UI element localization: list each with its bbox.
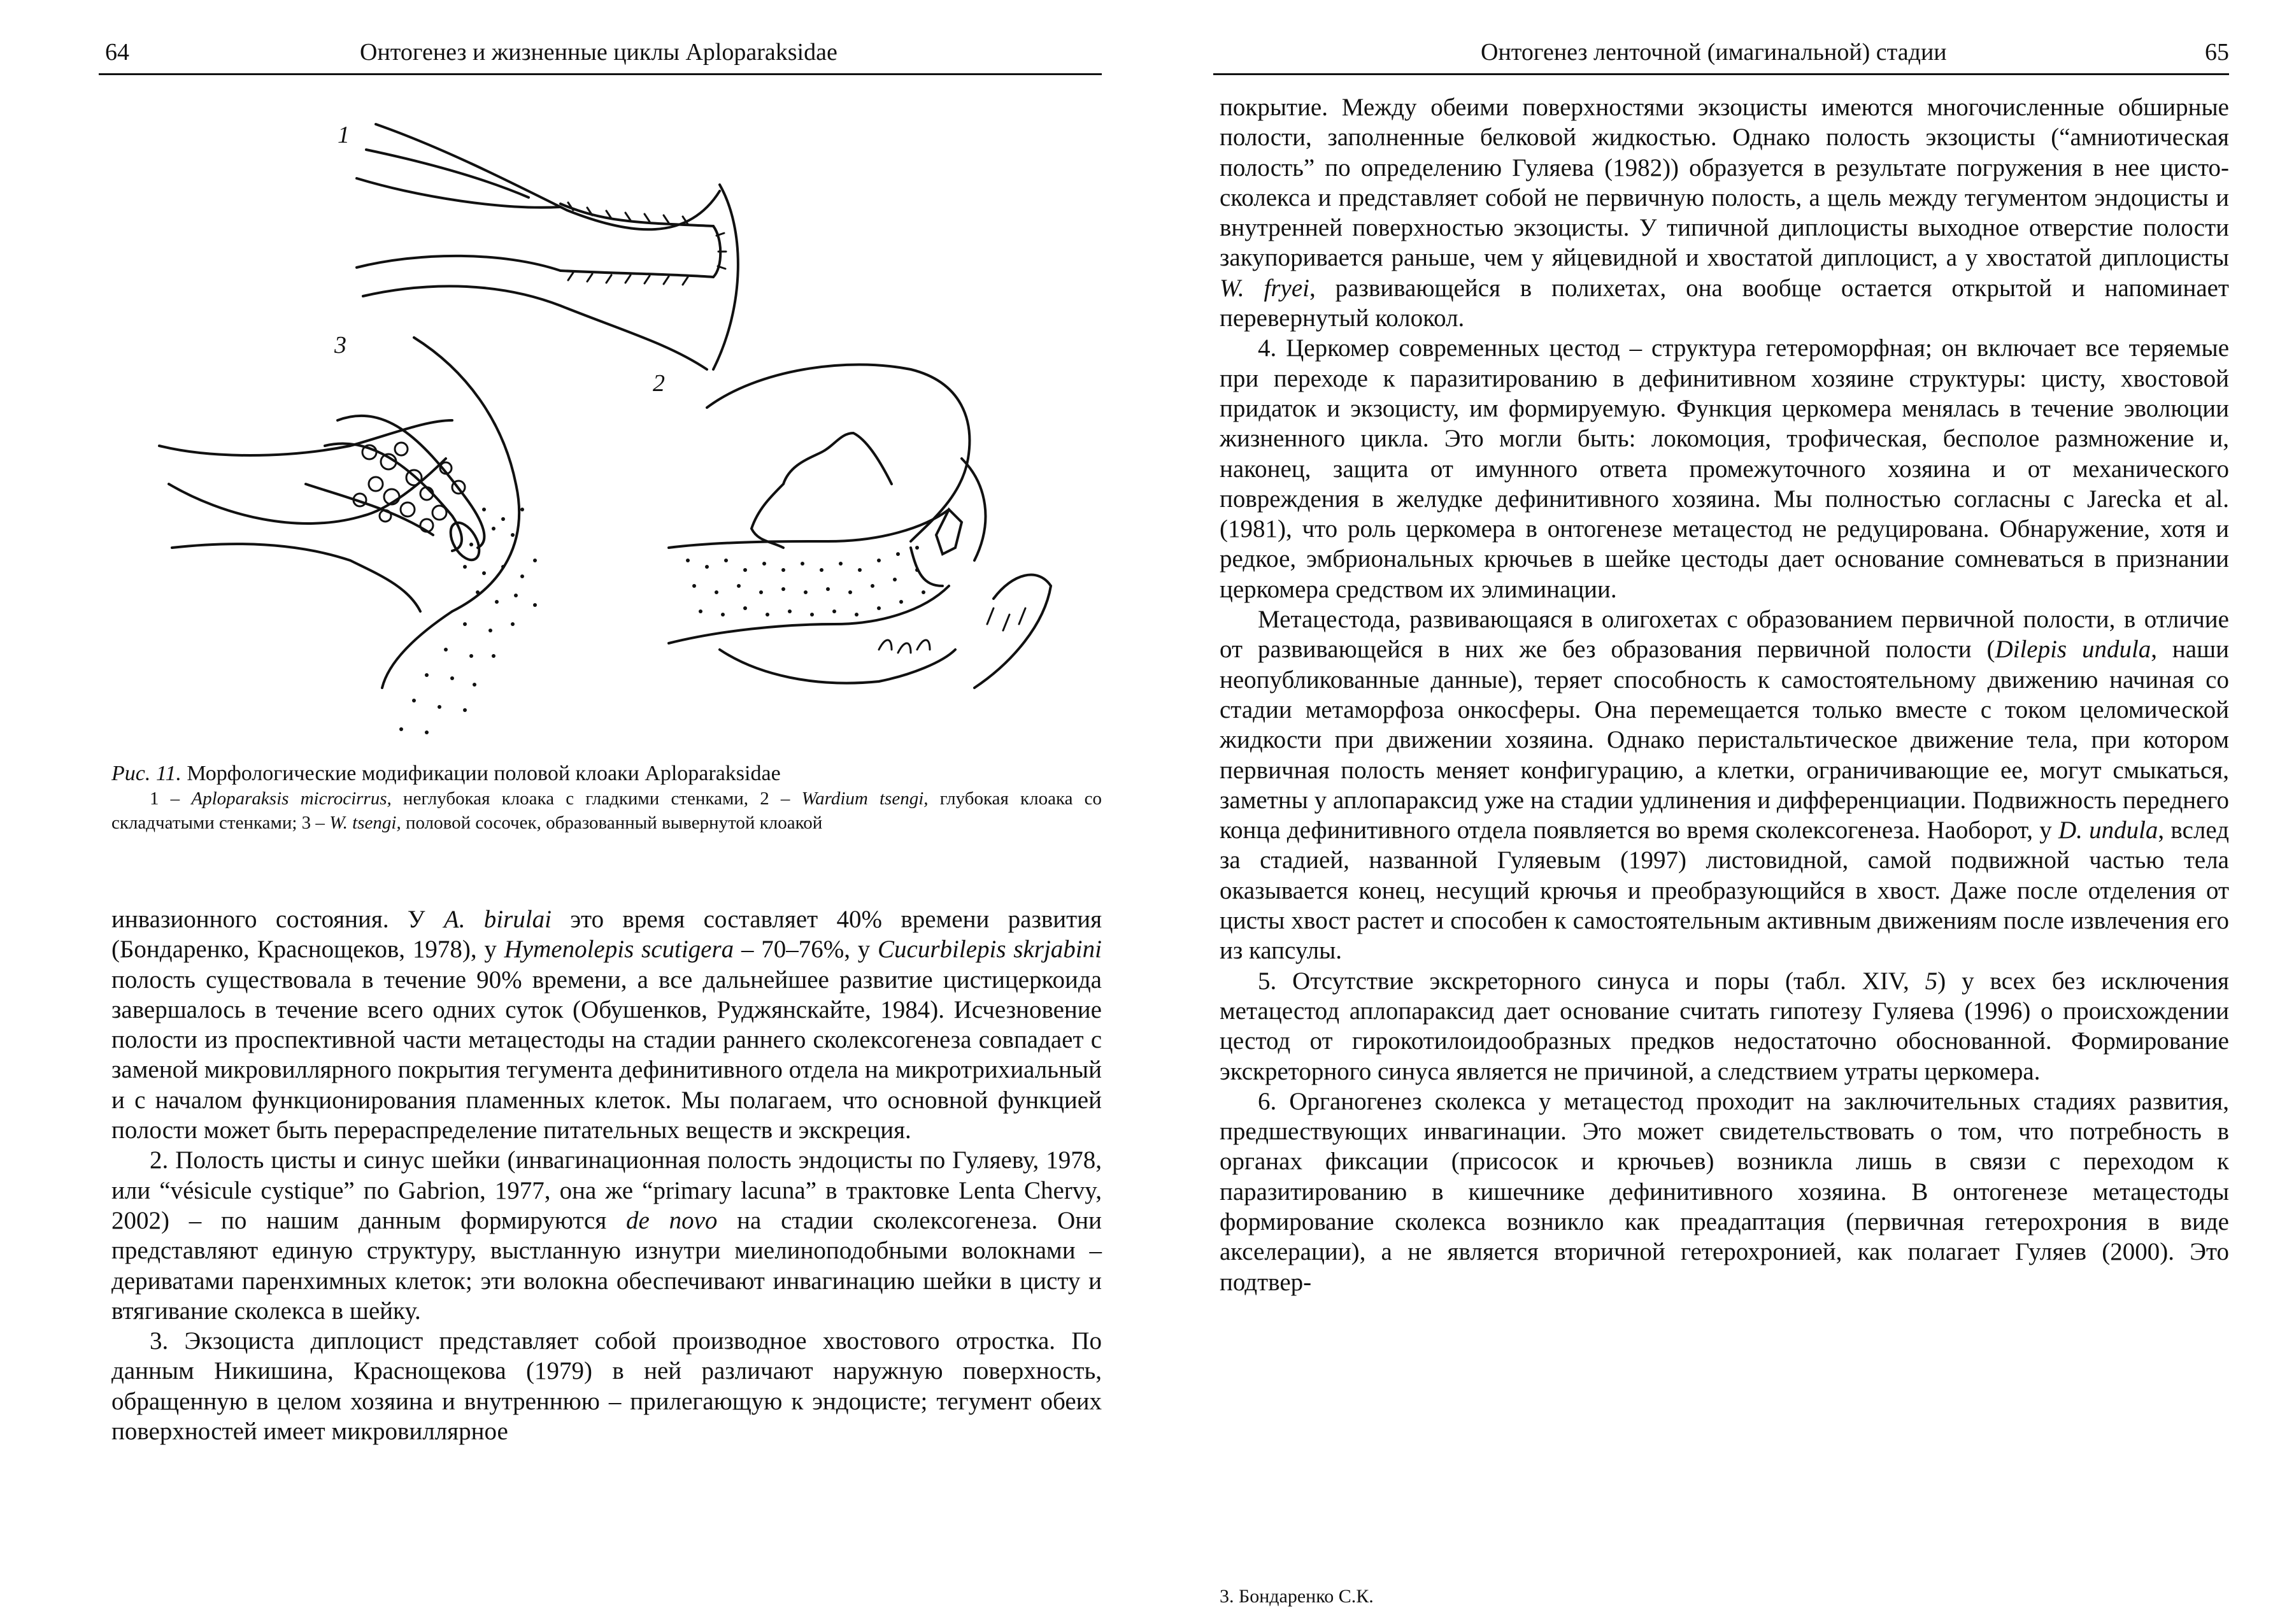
signature-footnote: 3. Бондаренко С.К.: [1220, 1586, 1374, 1607]
left-page-number: 64: [105, 39, 129, 66]
figure-caption: [111, 761, 1102, 835]
right-page-number: 65: [2205, 39, 2229, 66]
caption-species-3: W. tsengi,: [329, 813, 401, 833]
caption-t2: глубокая клоака со складчатыми стенками; 3 –: [111, 788, 1102, 833]
left-header-rule: [99, 73, 1102, 75]
left-paragraph-1: инвазионного состояния. У A. birulai это время составляет 40% времени развития (Бондаренко, Краснощеков, 1978), у Hymenolepis scutigera – 70–76%, у Cucurbilepis skrjabini полость существовала в течение 90% времени, а все дальнейшее развитие цистицеркоида завершалось в течение всего одних суток (Обушенков, Руджянскайте, 1984). Исчезновение полости из проспективной части метацестоды на стадии раннего сколексогенеза совпадает с заменой микровиллярного покрытия тегумента дефинитивного отдела на микротрихиальный и с началом функционирования пламенных клеток. Мы полагаем, что основной функцией полости может быть перераспределение питательных веществ и экскреция.: [111, 906, 1102, 1144]
caption-t3: половой сосочек, образованный вывернутой клоакой: [405, 813, 823, 833]
figure-drawing: [146, 102, 1076, 751]
caption-species-2: Wardium tsengi,: [801, 788, 929, 809]
caption-title: [111, 761, 1102, 787]
caption-t1: неглубокая клоака с гладкими стенками, 2 –: [403, 788, 790, 809]
drawing-3-cells: [353, 443, 465, 532]
left-paragraph-2: 2. Полость цисты и синус шейки (инвагинационная полость эндоцисты по Гуляеву, 1978, или “vésicule cystique” по Gabrion, 1977, она же “primary lacuna” в трактовке Lenta Chervy, 2002) – по нашим данным формируются de novo на стадии сколексогенеза. Они представляют единую структуру, выстланную изнутри миелиноподобными волокнами – дериватами паренхимных клеток; эти волокна обеспечивают инвагинацию шейки в цисту и втягивание сколекса в шейку.: [111, 1146, 1102, 1325]
right-paragraph-4: 5. Отсутствие экскреторного синуса и поры (табл. XIV, 5) у всех без исключения метацестод аплопараксид дает основание считать гипотезу Гуляева (1996) о происхождении цестод от гирокотилоидообразных предков недостаточно обоснованной. Формирование экскреторного синуса является не причиной, а следствием утраты церкомера.: [1220, 967, 2229, 1085]
left-running-header: [99, 33, 1102, 71]
caption-species-1: Aploparaksis microcirrus,: [191, 788, 392, 809]
figure-label-2: 2: [653, 370, 665, 397]
caption-prefix: Рис. 11.: [111, 762, 182, 785]
drawing-3-genital-papilla: [159, 338, 519, 688]
right-paragraph-1: покрытие. Между обеими поверхностями экзоцисты имеются многочисленные обширные полости, заполненные белковой жидкостью. Однако полость экзоцисты (“амниотическая полость” по определению Гуляева (1982)) образуется в результате погружения в нее цисто-сколекса и представляет собой не первичную полость, а щель между тегументом эндоцисты и внутренней поверхностью экзоцисты. У типичной диплоцисты выходное отверстие полости закупоривается раньше, чем у яйцевидной и хвостатой диплоцист, а у хвостатой диплоцисты W. fryei, развивающейся в полихетах, она вообще остается открытой и напоминает перевернутый колокол.: [1220, 94, 2229, 332]
right-paragraph-3: Метацестода, развивающаяся в олигохетах с образованием первичной полости, в отличие от развивающейся в них же без образования первичной полости (Dilepis undula, наши неопубликованные данные), теряет способность к самостоятельному движению начиная со стадии метаморфоза онкосферы. Она перемещается только вместе с током целомической жидкости при движении хозяина. Однако перистальтическое движение тела, при котором первичная полость меняет конфигурацию, а клетки, ограничивающие ее, могут смыкаться, заметны у аплопараксид уже на стадии удлинения и дифференциации. Подвижность переднего конца дефинитивного отдела появляется во время сколексогенеза. Наоборот, у D. undula, вслед за стадией, названной Гуляевым (1997) листовидной, самой подвижной частью тела оказывается конец, несущий крючья и преобразующийся в хвост. Даже после отделения от цисты хвост растет и способен к самостоятельным активным движениям после извлечения его из капсулы.: [1220, 606, 2229, 965]
drawing-2-stipple: [686, 546, 925, 616]
right-header-rule: [1213, 73, 2229, 75]
left-paragraph-3: 3. Экзоциста диплоцист представляет собой производное хвостового отростка. По данным Никишина, Краснощекова (1979) в ней различают наружную поверхность, обращенную в целом хозяина и внутреннюю – прилегающую к эндоцисте; тегумент обеих поверхностей имеет микровиллярное: [111, 1327, 1102, 1446]
drawing-1-cloaca-smooth: [357, 124, 738, 369]
left-body-text: [111, 904, 1102, 1446]
drawing-2-cloaca-folded: [669, 365, 1051, 688]
figure-label-3: 3: [334, 332, 346, 359]
right-running-head: Онтогенез ленточной (имагинальной) стадии: [1481, 39, 1947, 66]
caption-n1: 1 –: [150, 788, 180, 809]
figure-label-1: 1: [338, 122, 350, 148]
left-running-head: Онтогенез и жизненные циклы Aploparaksidae: [360, 39, 837, 66]
right-paragraph-5: 6. Органогенез сколекса у метацестод проходит на заключительных стадиях развития, предшествующих инвагинации. Это может свидетельствовать о том, что потребность в органах фиксации (присосок и крючьев) возникла лишь в связи с переходом к паразитированию в кишечнике дефинитивного хозяина. В онтогенезе метацестоды формирование сколекса возникло как преадаптация (первичная гетерохрония в виде акселерации), а не является вторичной гетерохронией, как полагает Гуляев (2000). Это подтвер-: [1220, 1087, 2229, 1296]
right-page: [1140, 0, 2280, 1624]
caption-title-text: Морфологические модификации половой клоаки Aploparaksidae: [187, 762, 781, 785]
figure-11: [146, 102, 1076, 751]
right-body-text: [1220, 92, 2229, 1297]
right-paragraph-2: 4. Церкомер современных цестод – структура гетероморфная; он включает все теряемые при переходе к паразитированию в дефинитивном хозяине структуры: цисту, хвостовой придаток и экзоцисту, им формируемую. Функция церкомера менялась в течение эволюции жизненного цикла. Это могли быть: локомоция, трофическая, бесполое размножение и, наконец, защита от имунного ответа промежуточного хозяина и от механического повреждения в желудке дефинитивного хозяина. Мы полностью согласны с Jarecka et al. (1981), что роль церкомера в онтогенезе метацестод не редуцирована. Обнаружение, хотя и редкое, эмбриональных крючьев в шейке цестоды дает основание сомневаться в признании церкомера средством их элиминации.: [1220, 334, 2229, 603]
right-running-header: [1213, 33, 2229, 71]
caption-body: [111, 787, 1102, 835]
